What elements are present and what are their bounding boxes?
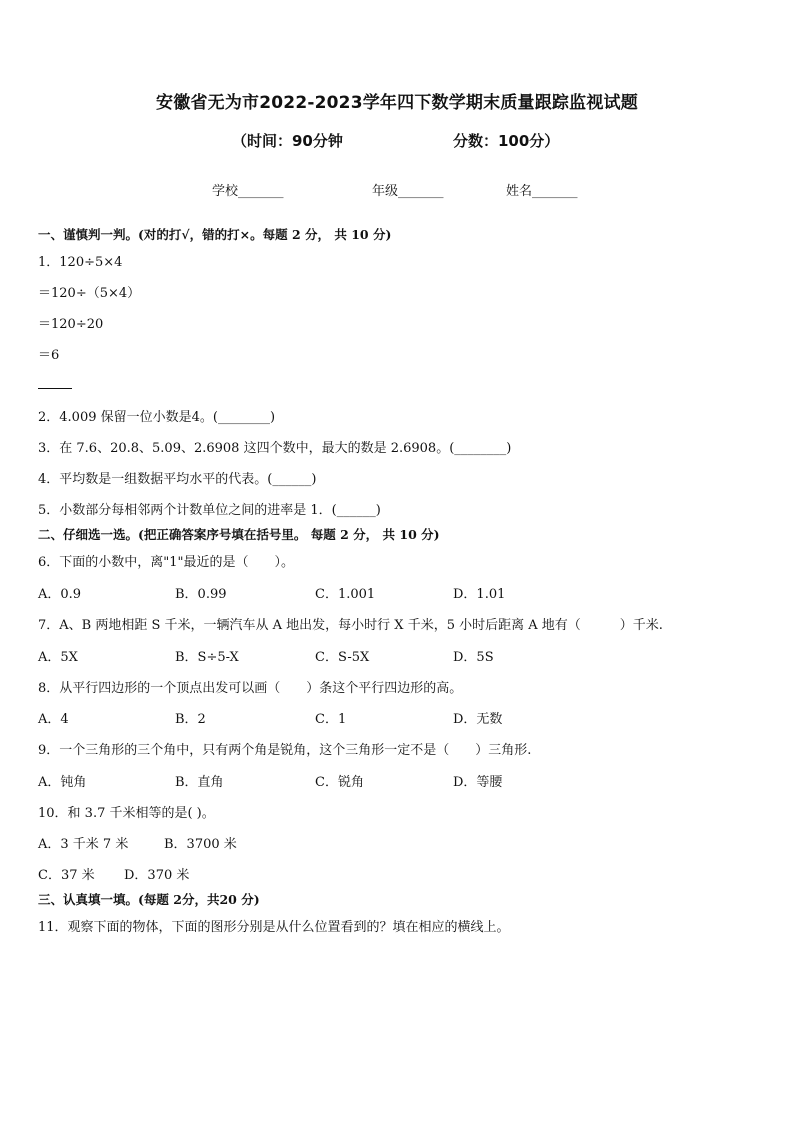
q6-option-d: D．1.01 [453, 587, 506, 602]
exam-time: （时间：90分钟 [232, 132, 343, 150]
q5: 5．小数部分每相邻两个计数单位之间的进率是 1．(______) [38, 503, 381, 518]
q9-option-a: A．钝角 [38, 775, 87, 790]
q8-option-c: C．1 [315, 712, 347, 727]
q3: 3．在 7.6、20.8、5.09、2.6908 这四个数中，最大的数是 2.6908。(________) [38, 441, 512, 456]
q6-option-c: C．1.001 [315, 587, 376, 602]
q1-line-2: ＝120÷（5×4） [38, 286, 141, 301]
q8-option-b: B．2 [175, 712, 206, 727]
q10-option-d: D．370 米 [124, 868, 190, 883]
section-2-heading: 二、仔细选一选。(把正确答案序号填在括号里。 每题 2 分， 共 10 分) [38, 527, 440, 542]
q7-option-b: B．S÷5-X [175, 650, 239, 665]
name-field: 姓名_______ [506, 184, 578, 199]
q10-option-c: C．37 米 [38, 868, 95, 883]
q7-option-d: D．5S [453, 650, 494, 665]
q4: 4．平均数是一组数据平均水平的代表。(______) [38, 472, 317, 487]
q6-option-a: A．0.9 [38, 587, 82, 602]
grade-field: 年级_______ [372, 184, 444, 199]
school-field: 学校_______ [212, 184, 284, 199]
page-title: 安徽省无为市2022-2023学年四下数学期末质量跟踪监视试题 [156, 93, 638, 113]
q6-stem: 6．下面的小数中，离"1"最近的是（ ）。 [38, 555, 295, 570]
q10-option-b: B．3700 米 [164, 837, 237, 852]
q2: 2．4.009 保留一位小数是4。(________) [38, 410, 276, 425]
q10-option-a: A．3 千米 7 米 [38, 837, 129, 852]
q1-line-3: ＝120÷20 [38, 317, 104, 332]
q9-option-b: B．直角 [175, 775, 224, 790]
section-1-heading: 一、谨慎判一判。(对的打√，错的打×。每题 2 分， 共 10 分) [38, 227, 392, 242]
q8-stem: 8．从平行四边形的一个顶点出发可以画（ ）条这个平行四边形的高。 [38, 681, 463, 696]
q1-line-4: ＝6 [38, 348, 60, 363]
q8-option-d: D．无数 [453, 712, 503, 727]
q1-line-1: 1．120÷5×4 [38, 255, 123, 270]
q9-option-c: C．锐角 [315, 775, 364, 790]
q9-option-d: D．等腰 [453, 775, 503, 790]
q10-stem: 10．和 3.7 千米相等的是( )。 [38, 806, 215, 821]
q6-option-b: B．0.99 [175, 587, 227, 602]
exam-score: 分数：100分） [453, 132, 560, 150]
q7-option-c: C．S-5X [315, 650, 370, 665]
q1-answer-blank [38, 388, 72, 389]
section-3-heading: 三、认真填一填。(每题 2分，共20 分) [38, 892, 260, 907]
q9-stem: 9．一个三角形的三个角中，只有两个角是锐角，这个三角形一定不是（ ）三角形. [38, 743, 532, 758]
q7-option-a: A．5X [38, 650, 78, 665]
q8-option-a: A．4 [38, 712, 69, 727]
q11-stem: 11．观察下面的物体，下面的图形分别是从什么位置看到的？填在相应的横线上。 [38, 920, 510, 935]
q7-stem: 7．A、B 两地相距 S 千米，一辆汽车从 A 地出发，每小时行 X 千米，5 小时后距离 A 地有（ ）千米. [38, 618, 663, 633]
